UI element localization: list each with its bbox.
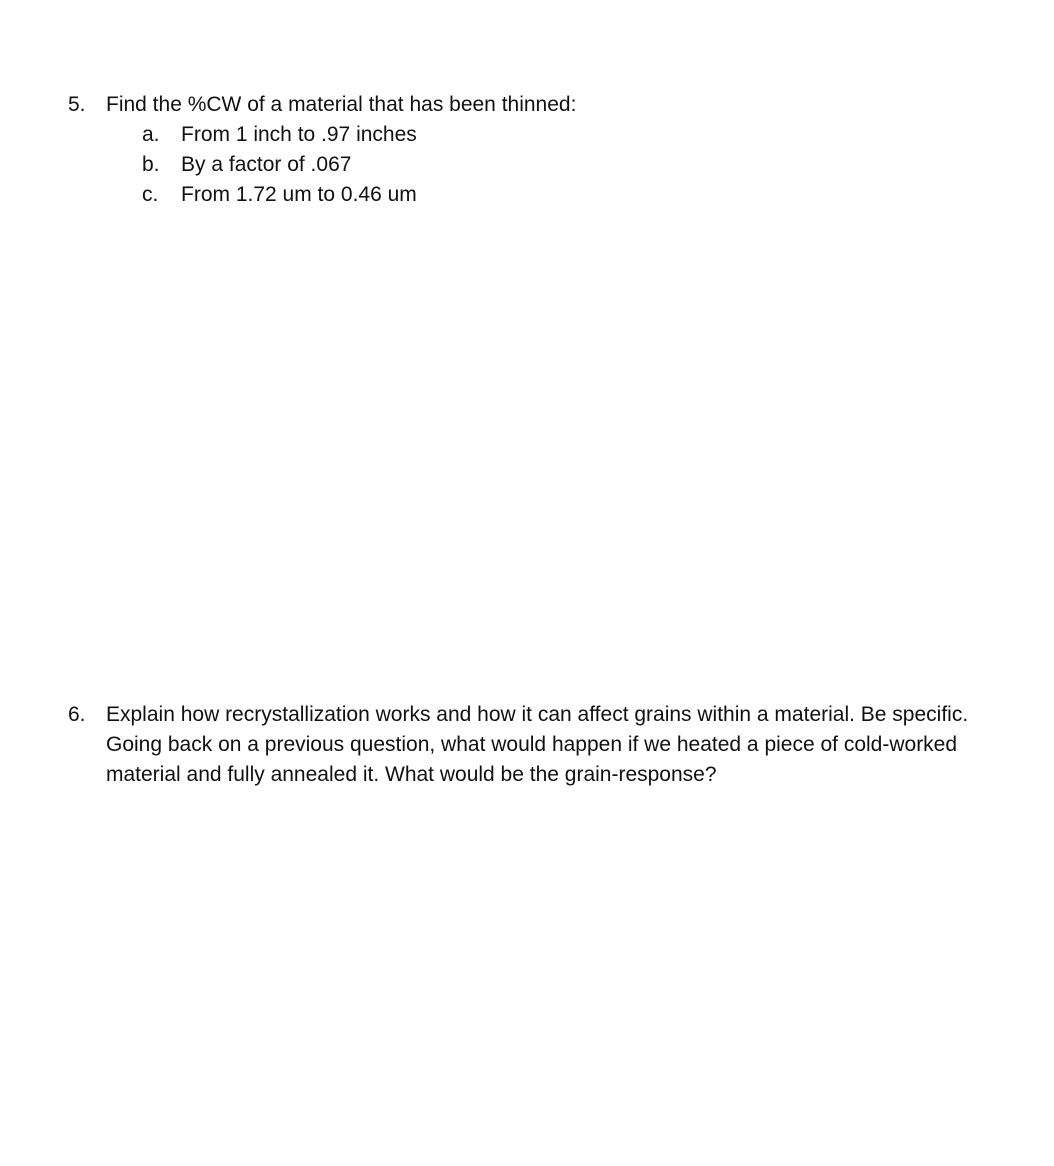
part-b: [142, 150, 1014, 180]
part-text: By a factor of .067: [181, 153, 352, 176]
part-a: [142, 120, 1014, 150]
part-letter: b.: [142, 153, 160, 176]
question-number: 5.: [68, 93, 86, 116]
question-text: Explain how recrystallization works and how it can affect grains within a material. Be specific. Going back on a previous question, what would happen if we heated a piece of cold-worked material and fully annealed it. What would be the grain-response?: [106, 703, 969, 786]
part-letter: a.: [142, 123, 160, 146]
question-5-prompt: [68, 90, 1014, 120]
question-6: [68, 700, 1014, 790]
part-text: From 1 inch to .97 inches: [181, 123, 417, 146]
question-text: Find the %CW of a material that has been thinned:: [106, 93, 577, 116]
question-5-parts: [142, 120, 1014, 210]
part-text: From 1.72 um to 0.46 um: [181, 183, 417, 206]
part-c: [142, 180, 1014, 210]
question-number: 6.: [68, 703, 86, 726]
question-6-prompt: [68, 700, 1014, 790]
question-5: [68, 90, 1014, 210]
part-letter: c.: [142, 183, 159, 206]
